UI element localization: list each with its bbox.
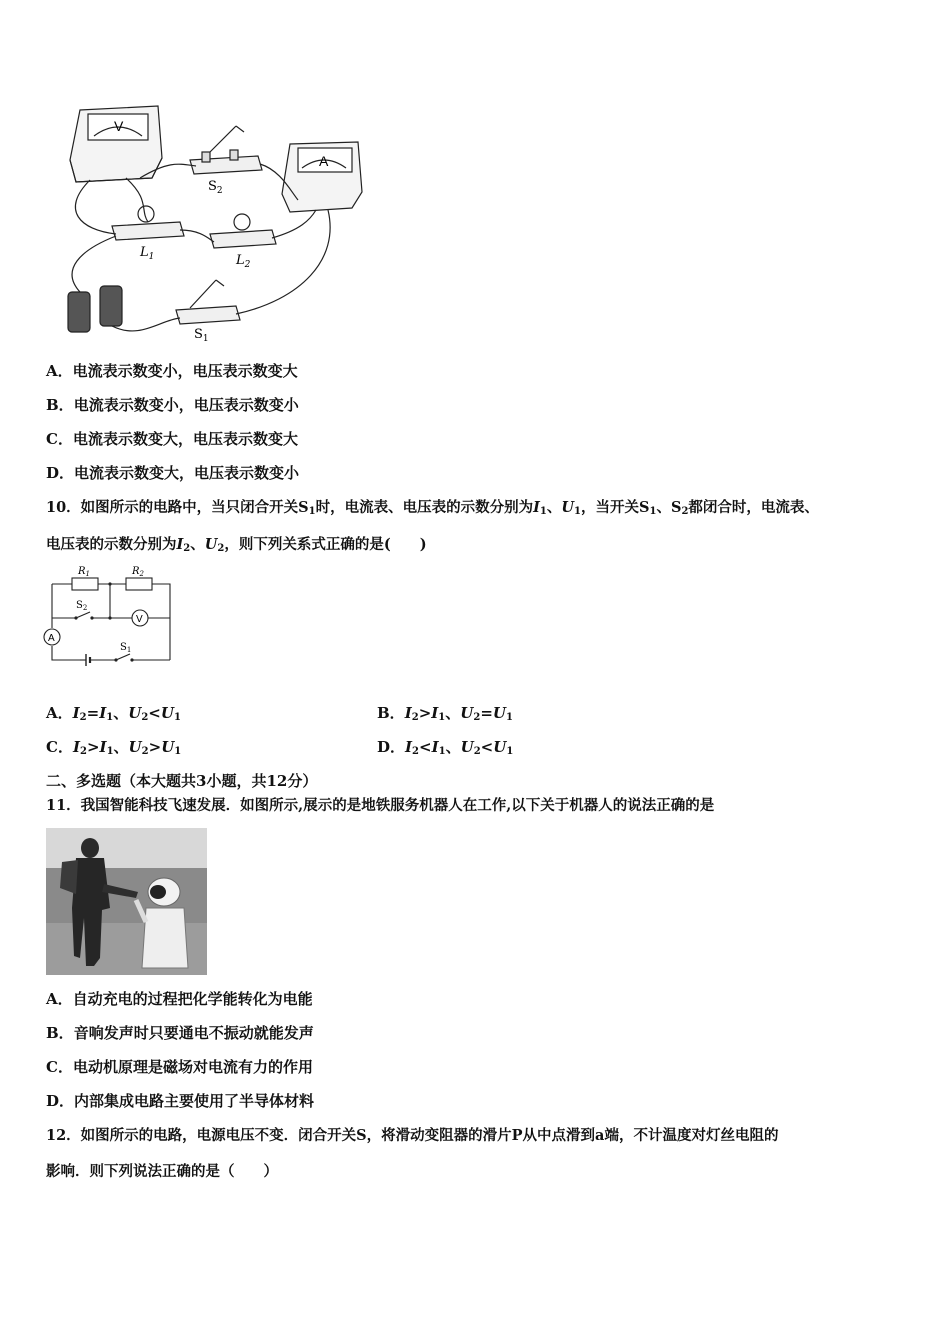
q10-option-d[interactable]: D．$I_2<I_1$、$U_2<U_1$: [377, 738, 514, 757]
q9-l2-label: $L_2$: [236, 253, 251, 270]
r1-label: $R_1$: [78, 566, 90, 578]
q10-s1-label: $S_1$: [120, 642, 132, 654]
section2-title: 二、多选题（本大题共3小题，共12分）: [46, 772, 318, 790]
q10-s2-label: $S_2$: [76, 600, 88, 612]
q10-stem-line1: 10．如图所示的电路中，当只闭合开关$S_1$时，电流表、电压表的示数分别为$I_1$、$U_1$，当开关$S_1$、$S_2$都闭合时，电流表、: [46, 499, 819, 517]
q12-stem-line2: 影响．则下列说法正确的是（ ）: [46, 1163, 278, 1180]
q9-s2-label: $S_2$: [208, 179, 223, 196]
q10-stem-line2: 电压表的示数分别为$I_2$、$U_2$，则下列关系式正确的是( ): [46, 536, 427, 554]
q10-circuit-figure: [40, 562, 180, 672]
q9-option-d[interactable]: D．电流表示数变大，电压表示数变小: [46, 464, 300, 482]
q11-option-a[interactable]: A．自动充电的过程把化学能转化为电能: [46, 990, 313, 1008]
q9-s1-label: $S_1$: [194, 327, 209, 344]
q9-l1-label: $L_1$: [140, 245, 155, 262]
ammeter-label: A: [319, 153, 329, 169]
voltmeter-label: V: [114, 118, 124, 134]
q9-option-a[interactable]: A．电流表示数变小，电压表示数变大: [46, 362, 298, 380]
q11-option-d[interactable]: D．内部集成电路主要使用了半导体材料: [46, 1092, 315, 1110]
q10-option-b[interactable]: B．$I_2>I_1$、$U_2=U_1$: [377, 704, 513, 723]
q10-option-a[interactable]: A．$I_2=I_1$、$U_2<U_1$: [46, 704, 181, 723]
r2-label: $R_2$: [132, 566, 144, 578]
q9-option-b[interactable]: B．电流表示数变小，电压表示数变小: [46, 396, 299, 414]
q10-option-c[interactable]: C．$I_2>I_1$、$U_2>U_1$: [46, 738, 182, 757]
q11-robot-photo: [46, 828, 207, 975]
q11-option-c[interactable]: C．电动机原理是磁场对电流有力的作用: [46, 1058, 313, 1076]
q11-option-b[interactable]: B．音响发声时只要通电不振动就能发声: [46, 1024, 314, 1042]
ammeter-symbol: A: [48, 633, 55, 644]
voltmeter-symbol: V: [136, 614, 143, 625]
q12-stem-line1: 12．如图所示的电路，电源电压不变．闭合开关S，将滑动变阻器的滑片P从中点滑到a端，不计温度对灯丝电阻的: [46, 1127, 779, 1144]
q9-circuit-figure: [40, 100, 370, 345]
q11-stem: 11．我国智能科技飞速发展．如图所示,展示的是地铁服务机器人在工作,以下关于机器人的说法正确的是: [46, 797, 715, 814]
q9-option-c[interactable]: C．电流表示数变大，电压表示数变大: [46, 430, 298, 448]
